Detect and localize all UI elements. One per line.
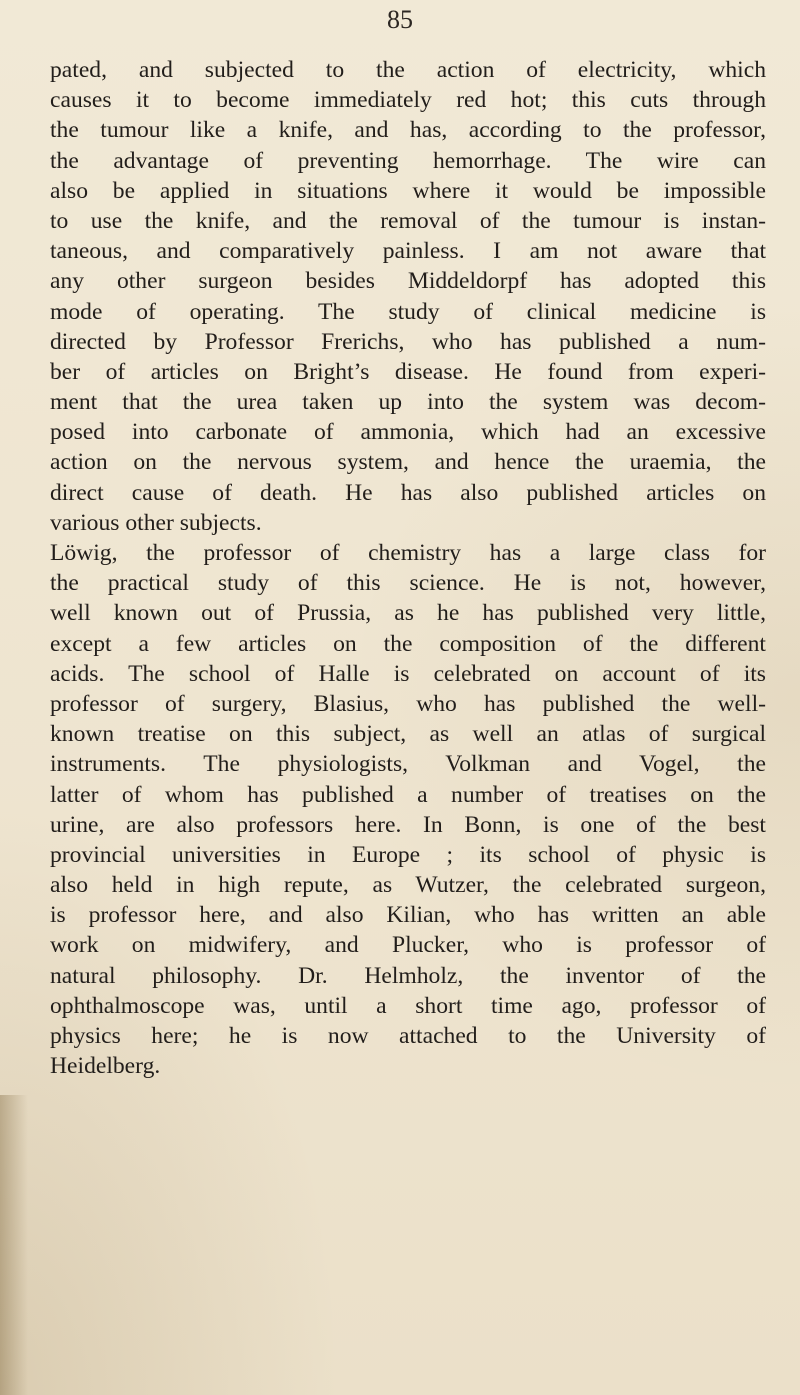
text-line: mode of operating. The study of clinical medicine is: [50, 298, 766, 325]
text-line: urine, are also professors here. In Bonn, is one of the best: [50, 811, 766, 838]
text-line: also held in high repute, as Wutzer, the celebrated surgeon,: [50, 872, 766, 899]
text-line: is professor here, and also Kilian, who has written an able: [50, 902, 766, 929]
text-line: Heidelberg.: [50, 1053, 161, 1080]
text-line: Löwig, the professor of chemistry has a large class for: [50, 540, 766, 566]
text-line: physics here; he is now attached to the University of: [50, 1023, 766, 1049]
text-line: action on the nervous system, and hence the uraemia, the: [50, 449, 766, 476]
text-line: ophthalmoscope was, until a short time ago, professor of: [50, 992, 766, 1019]
text-line: ment that the urea taken up into the system was decom-: [50, 389, 766, 416]
text-line: work on midwifery, and Plucker, who is professor of: [50, 932, 766, 959]
text-line: well known out of Prussia, as he has published very little,: [50, 600, 766, 627]
text-line: professor of surgery, Blasius, who has published the well-: [50, 690, 766, 717]
text-line: taneous, and comparatively painless. I am not aware that: [50, 238, 766, 265]
text-line: direct cause of death. He has also published articles on: [50, 479, 766, 506]
text-line: latter of whom has published a number of treatises on the: [50, 781, 766, 808]
text-line: instruments. The physiologists, Volkman and Vogel, the: [50, 751, 766, 778]
text-line: except a few articles on the composition of the different: [50, 630, 766, 657]
text-line: the advantage of preventing hemorrhage. The wire can: [50, 147, 766, 174]
text-line: directed by Professor Frerichs, who has published a num-: [50, 328, 766, 355]
text-line: ber of articles on Bright’s disease. He found from experi-: [50, 358, 766, 385]
text-line: provincial universities in Europe ; its school of physic is: [50, 841, 766, 868]
text-line: known treatise on this subject, as well an atlas of surgical: [50, 721, 766, 748]
page-number: 85: [387, 5, 413, 34]
text-line: the tumour like a knife, and has, according to the professor,: [50, 117, 766, 144]
text-line: various other subjects.: [50, 509, 262, 536]
page-edge-shadow: [0, 1095, 28, 1395]
text-line: acids. The school of Halle is celebrated on account of its: [50, 660, 766, 687]
text-line: to use the knife, and the removal of the tumour is instan-: [50, 207, 766, 234]
text-line: natural philosophy. Dr. Helmholz, the inventor of the: [50, 962, 766, 989]
text-line: the practical study of this science. He is not, however,: [50, 570, 766, 597]
text-line: posed into carbonate of ammonia, which had an excessive: [50, 419, 766, 446]
body-text: [50, 55, 766, 1081]
text-line: also be applied in situations where it would be impossible: [50, 177, 766, 204]
text-line: pated, and subjected to the action of electricity, which: [50, 57, 766, 83]
text-line: any other surgeon besides Middeldorpf has adopted this: [50, 268, 766, 295]
text-line: causes it to become immediately red hot; this cuts through: [50, 87, 766, 114]
